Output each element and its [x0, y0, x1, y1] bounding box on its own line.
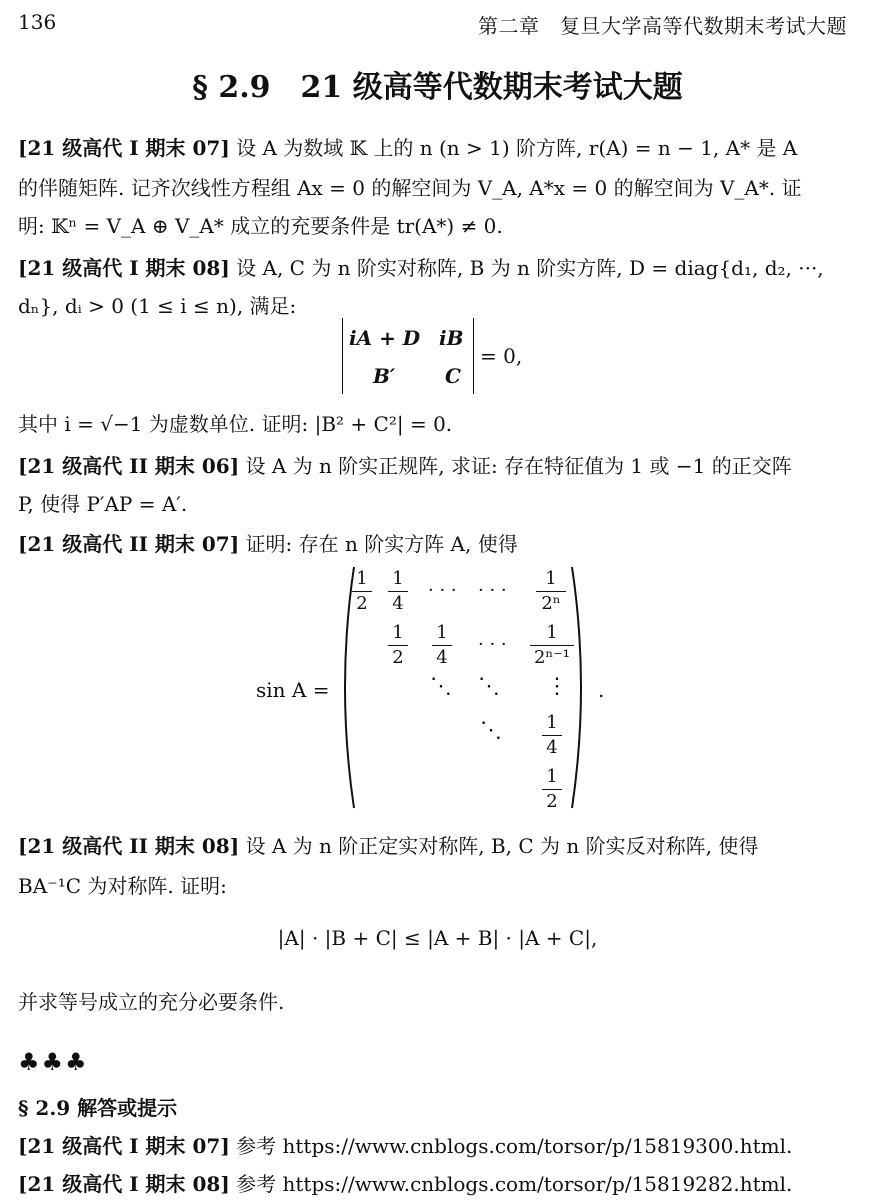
problem-text: 设 A 为数域 𝕂 上的 n (n > 1) 阶方阵, r(A) = n − 1, A* 是 A [229, 136, 798, 160]
answers-section-title: § 2.9 解答或提示 [18, 1096, 178, 1120]
problem-2-line-2: dₙ}, dᵢ > 0 (1 ≤ i ≤ n), 满足: [18, 294, 297, 318]
matrix-ddots: ⋱ [480, 718, 502, 743]
numerator: 1 [546, 712, 558, 733]
numerator: 1 [392, 622, 404, 643]
problem-2-line-3: 其中 i = √−1 为虚数单位. 证明: |B² + C²| = 0. [18, 412, 453, 436]
numerator: 1 [356, 568, 368, 589]
problem-5-line-3: 并求等号成立的充分必要条件. [18, 990, 285, 1014]
sin-a-lhs: sin A = [256, 678, 330, 702]
answer-tag: [21 级高代 I 期末 07] [18, 1134, 230, 1158]
fraction-bar [388, 645, 408, 646]
problem-text: 设 A 为 n 阶实正规阵, 求证: 存在特征值为 1 或 −1 的正交阵 [239, 454, 792, 478]
problem-3-line-1 [18, 450, 848, 479]
matrix-right-paren [570, 565, 592, 810]
inequality-formula: |A| · |B + C| ≤ |A + B| · |A + C|, [277, 926, 598, 950]
problem-3-line-2: P, 使得 P′AP = A′. [18, 492, 188, 516]
answer-text: 参考 https://www.cnblogs.com/torsor/p/15819282.html. [229, 1172, 793, 1196]
problem-5-line-2: BA⁻¹C 为对称阵. 证明: [18, 874, 227, 898]
problem-tag: [21 级高代 II 期末 08] [18, 834, 240, 858]
answer-1 [18, 1130, 848, 1159]
problem-1-line-2: 的伴随矩阵. 记齐次线性方程组 Ax = 0 的解空间为 V_A, A*x = 0 的解空间为 V_A*. 证 [18, 176, 802, 200]
matrix-ddots: ⋱ [478, 674, 500, 699]
matrix-entry-2-2n1 [530, 622, 574, 669]
numerator: 1 [436, 622, 448, 643]
det-rhs: = 0, [480, 344, 523, 368]
problem-1-line-1 [18, 132, 848, 161]
problem-1-line-3: 明: 𝕂ⁿ = V_A ⊕ V_A* 成立的充要条件是 tr(A*) ≠ 0. [18, 214, 503, 238]
fraction-bar [542, 735, 562, 736]
det-entry-a12: iB [439, 326, 464, 350]
det-entry-a11: iA + D [349, 326, 421, 350]
answer-2 [18, 1168, 848, 1197]
matrix-cdots: · · · [478, 634, 507, 655]
matrix-entry-1-4 [388, 568, 408, 615]
denominator: 2 [546, 791, 558, 812]
matrix-vdots: ⋮ [546, 674, 568, 699]
matrix-entry-5-2 [542, 766, 562, 813]
fraction-bar [388, 591, 408, 592]
matrix-entry-2-4 [432, 622, 452, 669]
answer-tag: [21 级高代 I 期末 08] [18, 1172, 230, 1196]
clubs-ornament: ♣♣♣ [18, 1048, 89, 1076]
fraction-bar [530, 645, 574, 646]
det-entry-a22: C [445, 364, 461, 388]
denominator: 2 [392, 647, 404, 668]
block-determinant [342, 318, 474, 394]
matrix-entry-4-4 [542, 712, 562, 759]
problem-4-line-1 [18, 528, 848, 557]
numerator: 1 [546, 622, 558, 643]
fraction-bar [352, 591, 372, 592]
section-title: § 2.9 21 级高等代数期末考试大题 [192, 70, 683, 105]
numerator: 1 [392, 568, 404, 589]
answer-text: 参考 https://www.cnblogs.com/torsor/p/15819300.html. [229, 1134, 793, 1158]
denominator: 4 [546, 737, 558, 758]
matrix-ddots: ⋱ [430, 674, 452, 699]
matrix-period: . [598, 678, 605, 702]
matrix-cdots: · · · [478, 580, 507, 601]
matrix-entry-2-2 [388, 622, 408, 669]
problem-tag: [21 级高代 I 期末 08] [18, 256, 230, 280]
denominator: 4 [392, 593, 404, 614]
page-number: 136 [18, 10, 57, 34]
matrix-cdots: · · · [428, 580, 457, 601]
problem-text: 证明: 存在 n 阶实方阵 A, 使得 [239, 532, 518, 556]
fraction-bar [536, 591, 566, 592]
fraction-bar [542, 789, 562, 790]
problem-5-line-1 [18, 830, 848, 859]
running-header: 第二章 复旦大学高等代数期末考试大题 [478, 14, 847, 38]
problem-2-line-1 [18, 252, 848, 281]
problem-text: 设 A 为 n 阶正定实对称阵, B, C 为 n 阶实反对称阵, 使得 [239, 834, 759, 858]
problem-tag: [21 级高代 II 期末 07] [18, 532, 240, 556]
fraction-bar [432, 645, 452, 646]
problem-tag: [21 级高代 II 期末 06] [18, 454, 240, 478]
problem-text: 设 A, C 为 n 阶实对称阵, B 为 n 阶实方阵, D = diag{d₁, d₂, ···, [229, 256, 824, 280]
numerator: 1 [545, 568, 557, 589]
denominator: 2ⁿ [541, 593, 561, 614]
problem-tag: [21 级高代 I 期末 07] [18, 136, 230, 160]
matrix-entry-1-2n [536, 568, 566, 615]
det-entry-a21: B′ [373, 364, 396, 388]
denominator: 2 [356, 593, 368, 614]
denominator: 2ⁿ⁻¹ [534, 647, 570, 668]
matrix-entry-1-2 [352, 568, 372, 615]
numerator: 1 [546, 766, 558, 787]
denominator: 4 [436, 647, 448, 668]
